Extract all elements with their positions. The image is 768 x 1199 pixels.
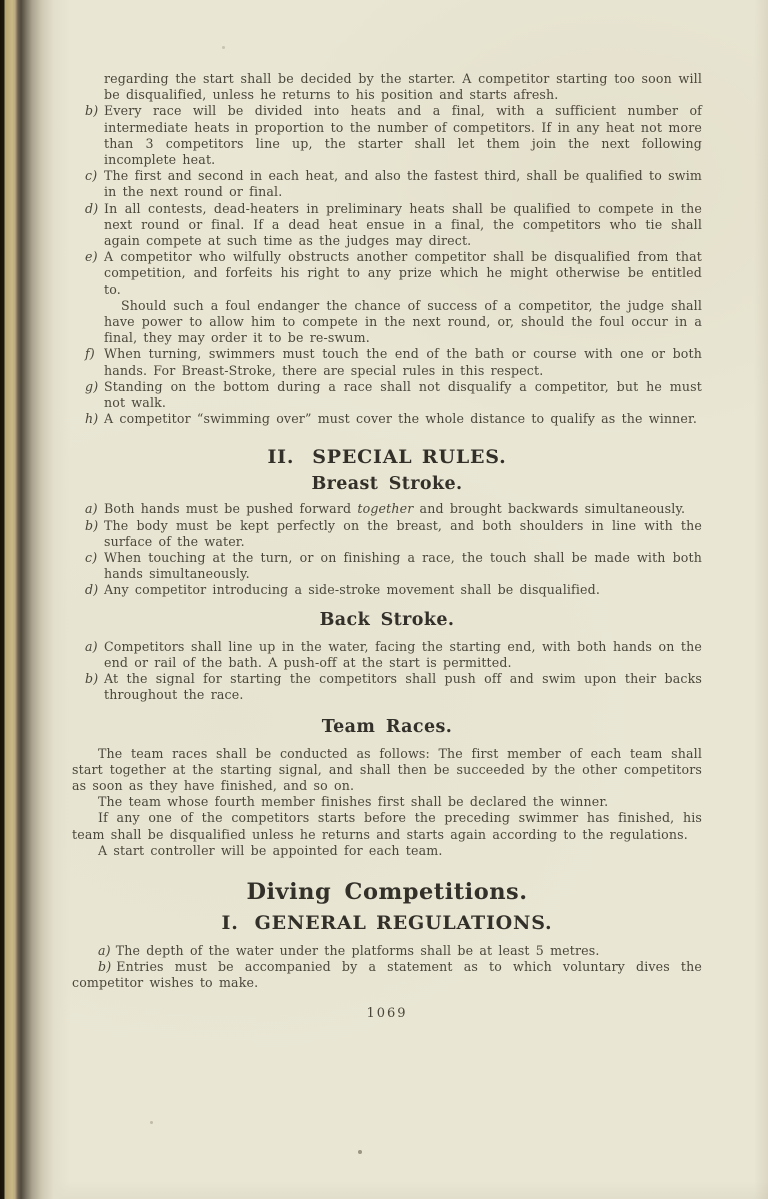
paper-speck — [358, 1150, 362, 1154]
rule-item-e-second-paragraph: Should such a foul endanger the chance of success of a competitor, the judge shall have power to allow him to compete in the next round, or, should the foul occur in a final, they may order it to be re-swum. — [104, 297, 702, 346]
special-rules-heading — [72, 445, 702, 469]
diving-item-a — [72, 943, 702, 959]
back-item-a — [85, 639, 702, 671]
back-item-b — [85, 671, 702, 703]
breast-item-a — [85, 501, 702, 517]
item-text: The body must be kept perfectly on the breast, and both shoulders in line with the surface of the water. — [104, 517, 702, 549]
item-text: The depth of the water under the platforms shall be at least 5 metres. — [115, 942, 600, 958]
item-text: At the signal for starting the competitors shall push off and swim upon their backs throughout the race. — [104, 671, 702, 703]
item-text: A competitor who wilfully obstructs another competitor shall be disqualified from that competition, and forfeits his right to any prize which he might otherwise be entitled to. — [104, 249, 702, 297]
item-letter: h) — [85, 411, 99, 427]
paper-speck — [150, 1121, 153, 1124]
item-text-emphasis: together — [357, 501, 414, 517]
breast-stroke-section — [72, 501, 702, 598]
item-letter: f) — [85, 346, 95, 362]
item-letter: b) — [85, 103, 99, 119]
team-races-paragraph: The team whose fourth member finishes first shall be declared the winner. — [98, 794, 609, 810]
back-stroke-heading: Back Stroke. — [319, 609, 455, 630]
breast-item-c — [85, 550, 702, 582]
item-text: Any competitor introducing a side-stroke movement shall be disqualified. — [104, 582, 601, 598]
diving-item-b — [72, 959, 702, 991]
rule-item-c — [85, 168, 702, 200]
item-letter: c) — [85, 168, 98, 184]
heading-title: GENERAL REGULATIONS. — [254, 911, 553, 934]
breast-item-b — [85, 518, 702, 550]
team-races-paragraph: A start controller will be appointed for each team. — [98, 842, 443, 858]
item-letter: a) — [85, 638, 98, 654]
item-text: Entries must be accompanied by a statement as to which voluntary dives the competitor wishes to make. — [72, 959, 702, 991]
item-text: When touching at the turn, or on finishing a race, the touch shall be made with both hands simultaneously. — [104, 550, 702, 582]
item-letter: b) — [85, 671, 99, 687]
item-letter: c) — [85, 550, 98, 566]
item-letter: a) — [85, 501, 98, 517]
item-text: Standing on the bottom during a race shall not disqualify a competitor, but he must not walk. — [104, 378, 702, 411]
item-text-pre: Both hands must be pushed forward — [104, 501, 358, 517]
heading-number: II. — [267, 446, 295, 469]
item-text: Every race will be divided into heats and a final, with a sufficient number of intermediate heats in proportion to the number of competitors. If in any heat not more than 3 competitors line up, the starter shall let them join the next following incomplete heat. — [104, 103, 702, 168]
item-letter: d) — [85, 582, 99, 598]
item-text-post: and brought backwards simultaneously. — [413, 501, 686, 517]
item-letter: g) — [85, 378, 99, 394]
rule-item-f — [85, 346, 702, 378]
team-races-section — [72, 746, 702, 859]
item-letter: e) — [85, 249, 98, 265]
team-races-paragraph: The team races shall be conducted as follows: The first member of each team shall start together at the starting signal, and shall then be succeeded by the other competitors as soon as they have finished, and so on. — [72, 745, 702, 793]
rule-item-g — [85, 379, 702, 411]
item-letter: b) — [85, 517, 99, 533]
item-text: When turning, swimmers must touch the end of the bath or course with one or both hands. For Breast-Stroke, there are special rules in this respect. — [104, 346, 702, 378]
team-races-heading: Team Races. — [321, 716, 453, 737]
item-letter: d) — [85, 200, 99, 216]
rule-item-b — [85, 103, 702, 168]
item-text: Competitors shall line up in the water, facing the starting end, with both hands on the end or rail of the bath. A push-off at the start is permitted. — [104, 638, 702, 670]
breast-item-d — [85, 582, 702, 598]
item-text: The first and second in each heat, and also the fastest third, shall be qualified to swim in the next round or final. — [104, 168, 702, 200]
rule-continuation-paragraph: regarding the start shall be decided by the starter. A competitor starting too soon will be disqualified, unless he returns to his position and starts afresh. — [104, 71, 702, 103]
back-stroke-section — [72, 639, 702, 704]
item-letter: b) — [98, 959, 112, 975]
breast-stroke-heading: Breast Stroke. — [311, 474, 463, 495]
rule-item-h — [85, 411, 702, 427]
heading-number: I. — [221, 911, 239, 934]
rule-item-d — [85, 201, 702, 250]
item-text: In all contests, dead-heaters in preliminary heats shall be qualified to compete in the next round or final. If a dead heat ensue in a final, the competitors who tie shall again compete at such time as the judges may direct. — [104, 200, 702, 249]
heading-title: SPECIAL RULES. — [312, 446, 507, 469]
general-regulations-heading — [72, 911, 702, 935]
item-letter: a) — [98, 942, 111, 958]
item-text: A competitor “swimming over” must cover the whole distance to qualify as the winner. — [104, 411, 697, 427]
team-races-paragraph: If any one of the competitors starts before the preceding swimmer has finished, his team shall be disqualified unless he returns and starts again according to the regulations. — [72, 810, 702, 842]
rule-item-e — [85, 249, 702, 298]
page-number: 1069 — [366, 1005, 408, 1021]
diving-competitions-heading: Diving Competitions. — [246, 878, 528, 905]
general-regulations-section — [72, 943, 702, 992]
